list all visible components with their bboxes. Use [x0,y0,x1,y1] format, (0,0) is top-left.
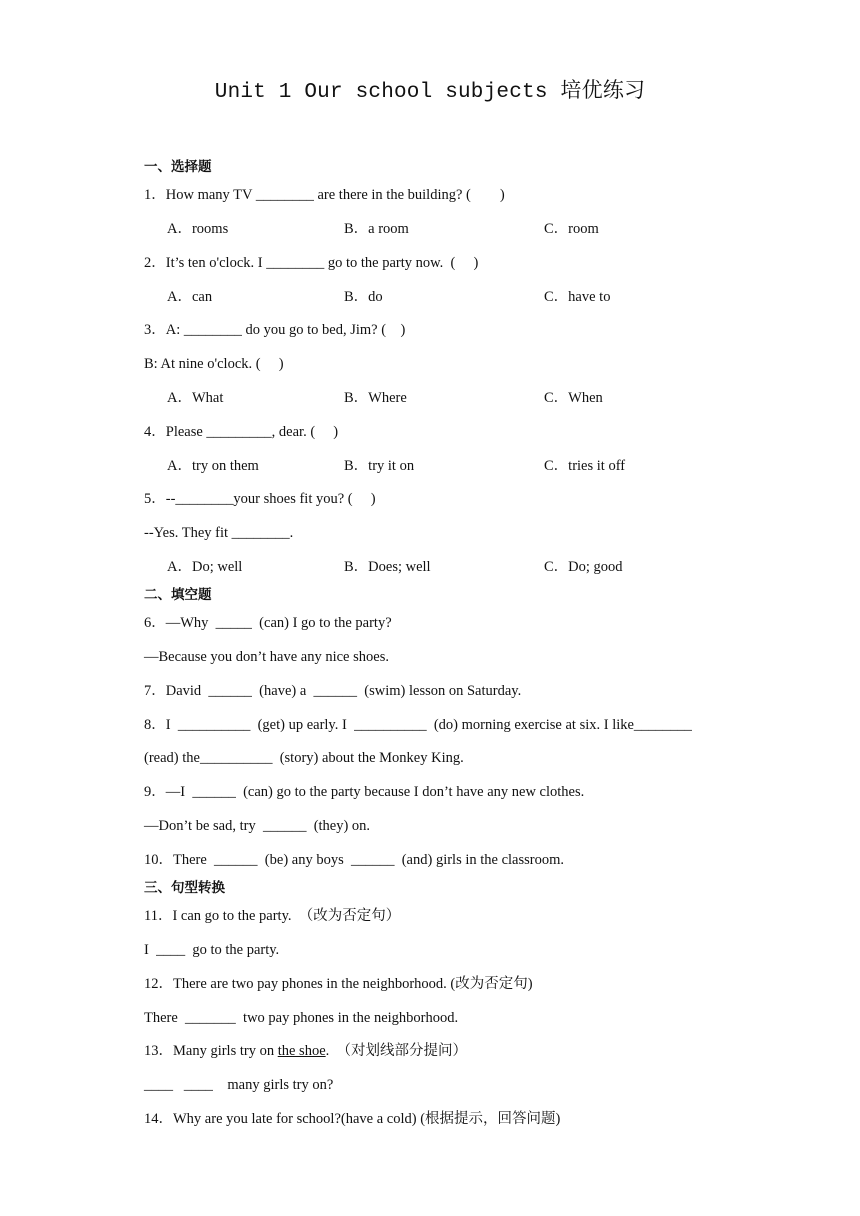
question-10-line-1: 10．There ______ (be) any boys ______ (and) girls in the classroom. [144,852,565,868]
q4-option-a: A．try on them [167,458,259,474]
q5-option-c: C．Do; good [544,559,623,575]
question-12-line-2: There _______ two pay phones in the neighborhood. [144,1010,459,1026]
q2-option-c: C．have to [544,289,611,305]
section-heading-choice: 一、选择题 [144,159,212,175]
q3-option-c: C．When [544,390,603,406]
page-title: Unit 1 Our school subjects 培优练习 [214,81,646,104]
question-3-stem-2: B: At nine o'clock. ( ) [144,356,284,372]
q1-option-b: B．a room [344,221,409,237]
q3-option-a: A．What [167,390,224,406]
q5-option-a: A．Do; well [167,559,243,575]
question-11-line-2: I ____ go to the party. [144,942,280,958]
question-9-line-2: —Don’t be sad, try ______ (they) on. [144,818,371,834]
question-3-stem: 3．A: ________ do you go to bed, Jim? ( ) [144,322,406,338]
q4-option-b: B．try it on [344,458,415,474]
question-13-line-2: ____ ____ many girls try on? [144,1077,334,1093]
section-heading-fill-blank: 二、填空题 [144,587,212,603]
section-heading-sentence-transform: 三、句型转换 [144,880,225,896]
question-6-line-2: —Because you don’t have any nice shoes. [144,649,389,665]
q1-option-c: C．room [544,221,599,237]
question-1-stem: 1．How many TV ________ are there in the building? ( ) [144,187,505,203]
question-8-line-2: (read) the__________ (story) about the Monkey King. [144,750,464,766]
question-2-stem: 2．It’s ten o'clock. I ________ go to the party now. ( ) [144,255,479,271]
q3-option-b: B．Where [344,390,407,406]
question-8-line-1: 8．I __________ (get) up early. I __________ (do) morning exercise at six. I like________ [144,717,692,733]
question-7-line-1: 7．David ______ (have) a ______ (swim) lesson on Saturday. [144,683,522,699]
q13-suffix: . （对划线部分提问） [325,1043,468,1059]
q4-option-c: C．tries it off [544,458,626,474]
question-5-stem: 5．--________your shoes fit you? ( ) [144,491,376,507]
q2-option-b: B．do [344,289,383,305]
question-9-line-1: 9．—I ______ (can) go to the party because I don’t have any new clothes. [144,784,585,800]
question-6-line-1: 6．—Why _____ (can) I go to the party? [144,615,392,631]
question-5-stem-2: --Yes. They fit ________. [144,525,294,541]
question-11-line-1: 11．I can go to the party. （改为否定句） [144,908,401,924]
q13-underlined-phrase: the shoe [277,1043,326,1059]
question-12-line-1: 12．There are two pay phones in the neighborhood. (改为否定句) [144,976,533,992]
q13-prefix: 13．Many girls try on [144,1043,278,1059]
q5-option-b: B．Does; well [344,559,431,575]
q2-option-a: A．can [167,289,213,305]
question-4-stem: 4．Please _________, dear. ( ) [144,424,339,440]
question-14-line-1: 14．Why are you late for school?(have a cold) (根据提示，回答问题) [144,1111,561,1127]
question-13-line-1 [144,1041,467,1061]
q1-option-a: A．rooms [167,221,229,237]
